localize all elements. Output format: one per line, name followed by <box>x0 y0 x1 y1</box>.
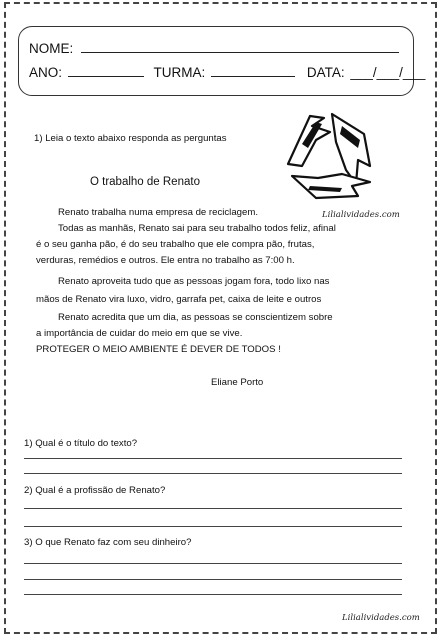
answer-line[interactable] <box>24 473 402 474</box>
answer-line[interactable] <box>24 526 402 527</box>
story-line: é o seu ganha pão, é do seu trabalho que ele compra pão, frutas, <box>36 239 315 250</box>
watermark-bottom: Lilialividades.com <box>342 613 420 623</box>
answer-line[interactable] <box>24 458 402 459</box>
question-3: 3) O que Renato faz com seu dinheiro? <box>24 537 192 548</box>
date-field[interactable]: ___/___/___ <box>350 65 426 80</box>
story-line: Todas as manhãs, Renato sai para seu trabalho todos feliz, afinal <box>58 223 336 234</box>
instruction-text: 1) Leia o texto abaixo responda as perguntas <box>34 133 227 144</box>
name-field[interactable] <box>81 51 399 53</box>
story-line: verduras, remédios e outros. Ele entra no trabalho as 7:00 h. <box>36 255 295 266</box>
date-label: DATA: <box>306 65 345 80</box>
question-2: 2) Qual é a profissão de Renato? <box>24 485 166 496</box>
year-field[interactable] <box>68 75 144 77</box>
name-label: NOME: <box>29 41 74 56</box>
story-line: Renato acredita que um dia, as pessoas se conscientizem sobre <box>58 312 333 323</box>
answer-line[interactable] <box>24 594 402 595</box>
watermark-top: Lilialividades.com <box>322 210 400 220</box>
story-line: a importância de cuidar do meio em que se vive. <box>36 328 243 339</box>
year-class-date-row <box>29 65 425 80</box>
class-field[interactable] <box>211 75 295 77</box>
story-title: O trabalho de Renato <box>90 176 200 188</box>
class-label: TURMA: <box>153 65 206 80</box>
story-line: Renato trabalha numa empresa de reciclagem. <box>58 207 258 218</box>
answer-line[interactable] <box>24 579 402 580</box>
question-1: 1) Qual é o título do texto? <box>24 438 138 449</box>
year-label: ANO: <box>29 65 63 80</box>
student-info-box <box>18 26 426 96</box>
name-row <box>29 41 399 56</box>
author: Eliane Porto <box>211 377 264 388</box>
recycling-symbol-icon <box>272 104 386 200</box>
story-line: mãos de Renato vira luxo, vidro, garrafa pet, caixa de leite e outros <box>36 294 322 305</box>
answer-line[interactable] <box>24 508 402 509</box>
story-line: Renato aproveita tudo que as pessoas jogam fora, todo lixo nas <box>58 276 330 287</box>
answer-line[interactable] <box>24 563 402 564</box>
story-line: PROTEGER O MEIO AMBIENTE É DEVER DE TODOS ! <box>36 344 281 355</box>
